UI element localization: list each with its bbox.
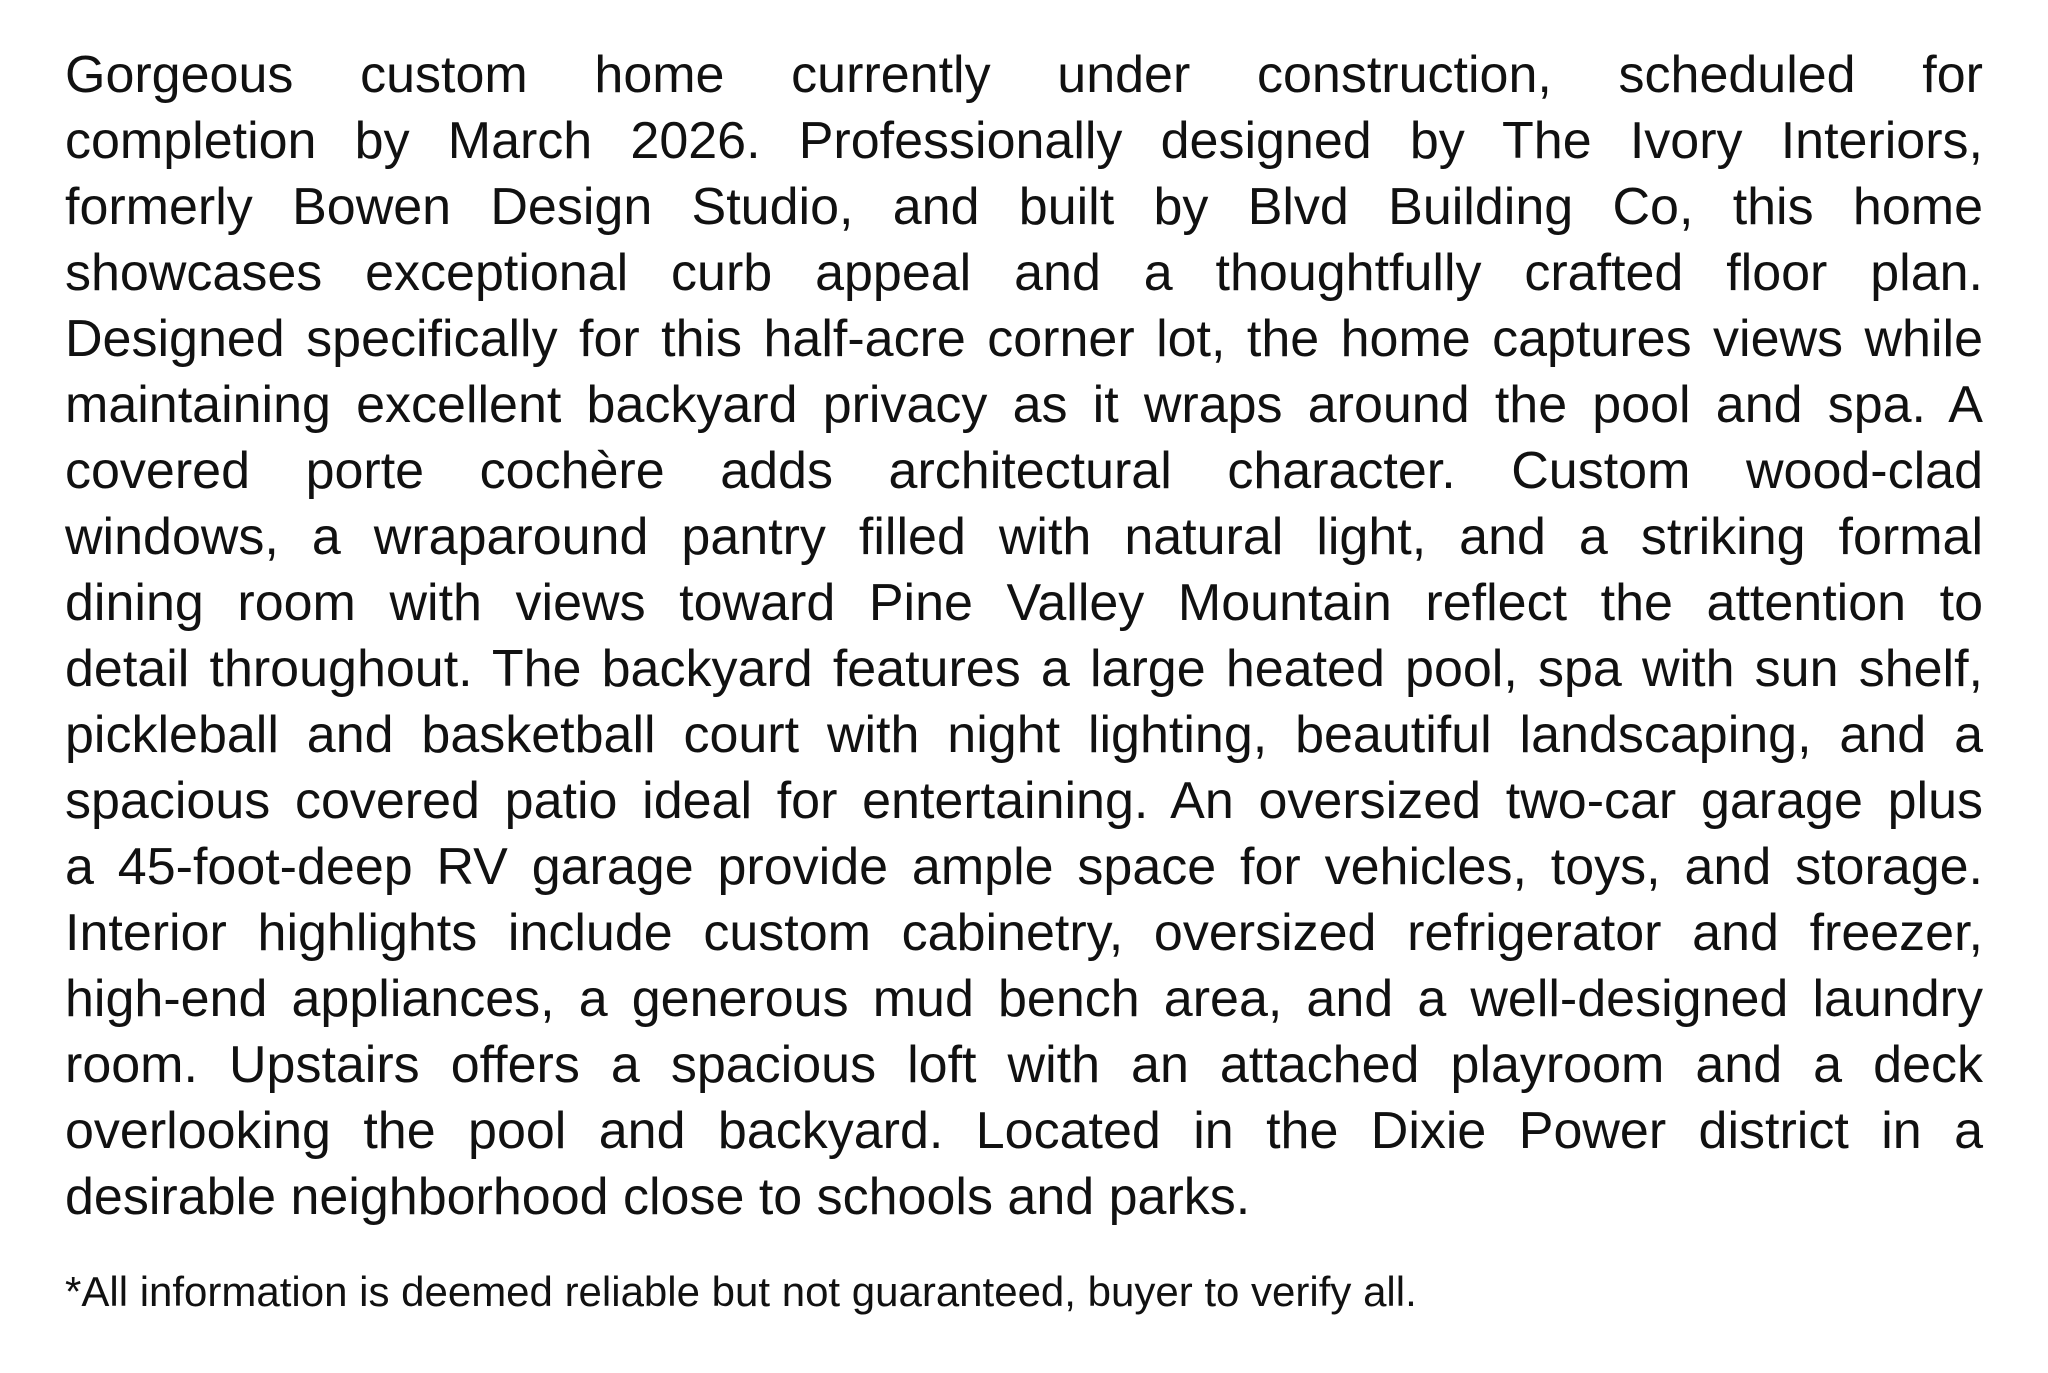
description-line: Gorgeous custom home currently under construction, scheduled for <box>65 46 1983 104</box>
description-line: Designed specifically for this half-acre corner lot, the home captures views while <box>65 310 1983 368</box>
description-line: covered porte cochère adds architectural character. Custom wood-clad <box>65 442 1983 500</box>
description-line: detail throughout. The backyard features a large heated pool, spa with sun shelf, <box>65 640 1983 698</box>
description-line: dining room with views toward Pine Valley Mountain reflect the attention to <box>65 574 1983 632</box>
description-line: formerly Bowen Design Studio, and built by Blvd Building Co, this home <box>65 178 1983 236</box>
description-line: windows, a wraparound pantry filled with natural light, and a striking formal <box>65 508 1983 566</box>
description-line: completion by March 2026. Professionally designed by The Ivory Interiors, <box>65 112 1983 170</box>
description-line: room. Upstairs offers a spacious loft with an attached playroom and a deck <box>65 1036 1983 1094</box>
disclaimer-note: *All information is deemed reliable but not guaranteed, buyer to verify all. <box>65 1268 1417 1315</box>
listing-description-paragraph <box>65 42 1983 1230</box>
description-line: showcases exceptional curb appeal and a thoughtfully crafted floor plan. <box>65 244 1983 302</box>
description-line: maintaining excellent backyard privacy as it wraps around the pool and spa. A <box>65 376 1983 434</box>
description-line: high-end appliances, a generous mud bench area, and a well-designed laundry <box>65 970 1983 1028</box>
description-line: desirable neighborhood close to schools and parks. <box>65 1168 1251 1226</box>
description-line: spacious covered patio ideal for entertaining. An oversized two-car garage plus <box>65 772 1983 830</box>
description-line: a 45-foot-deep RV garage provide ample space for vehicles, toys, and storage. <box>65 838 1983 896</box>
description-line: overlooking the pool and backyard. Located in the Dixie Power district in a <box>65 1102 1983 1160</box>
description-line: pickleball and basketball court with night lighting, beautiful landscaping, and a <box>65 706 1983 764</box>
description-line: Interior highlights include custom cabinetry, oversized refrigerator and freezer, <box>65 904 1983 962</box>
